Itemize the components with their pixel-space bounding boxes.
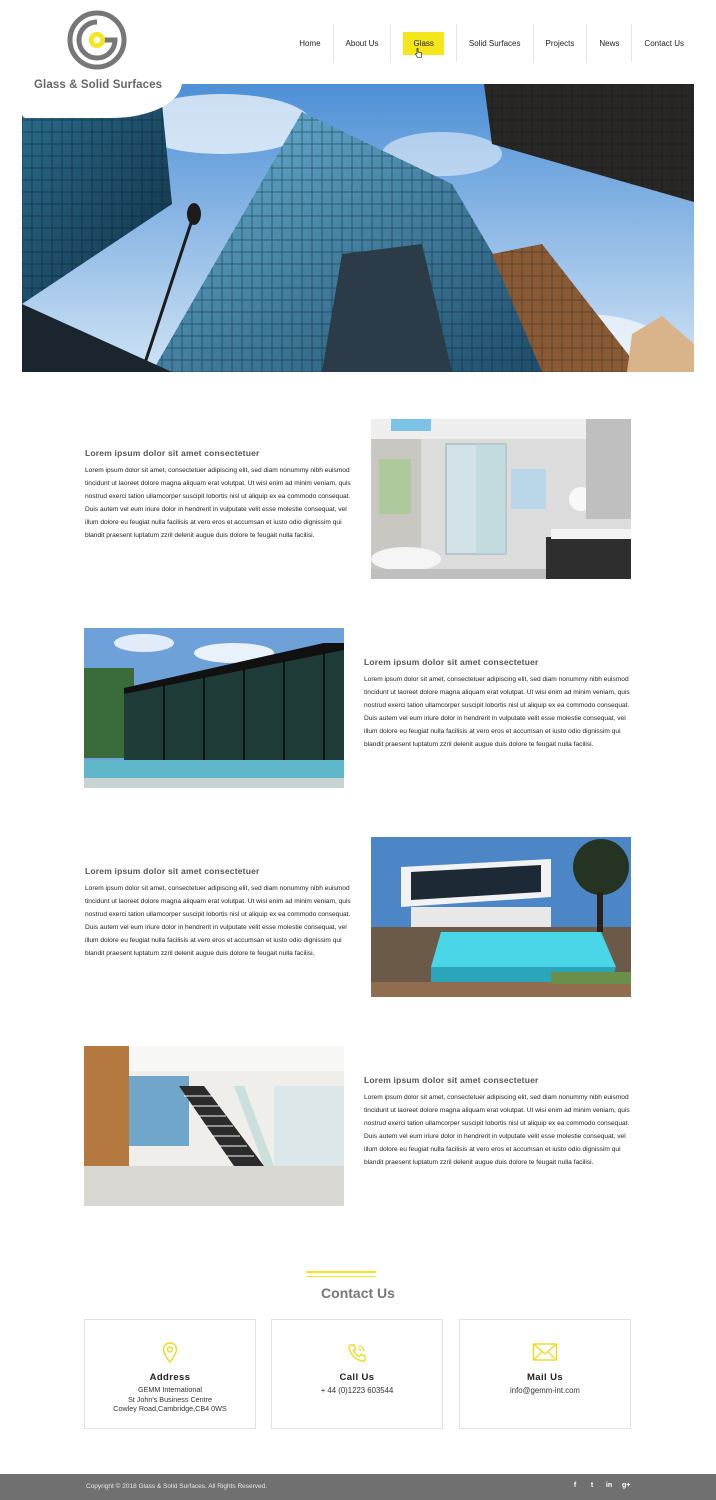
email-link[interactable]: info@gemm-int.com [510,1386,580,1395]
google-plus-icon[interactable]: g+ [622,1482,631,1489]
section-text [85,866,355,960]
section-text [85,448,355,542]
contact-divider [306,1271,376,1273]
mail-title: Mail Us [526,1372,564,1383]
nav-contact-us[interactable] [632,24,696,62]
nav-about-us[interactable] [334,24,392,62]
contact-title: Contact Us [321,1285,395,1301]
linkedin-icon[interactable]: in [605,1482,613,1489]
pointer-cursor-icon [415,48,423,58]
nav-glass[interactable] [391,24,456,62]
facebook-icon[interactable]: f [573,1482,577,1489]
address-card [84,1319,256,1429]
map-pin-icon [162,1342,178,1364]
skyscrapers-illustration [22,84,694,372]
call-title: Call Us [339,1372,375,1383]
address-line: Cowley Road,Cambridge,CB4 0WS [113,1404,227,1413]
nav-label: Projects [545,38,575,48]
hero-banner-image [22,84,694,372]
logo[interactable] [22,0,182,118]
content-section-1 [0,419,716,581]
section-body: Lorem ipsum dolor sit amet, consectetuer adipiscing elit, sed diam nonummy nibh euismod tincidunt ut laoreet dolore magna aliquam erat volutpat. Ut wisi enim ad minim veniam, quis nostrud exerci tation ullamcorper suscipit lobortis nisl ut aliquip ex ea commodo consequat. Duis autem vel eum iriure dolor in hendrerit in vulputate velit esse molestie consequat, vel illum dolore eu feugiat nulla facilisis at vero eros et accumsan et iusto odio dignissim qui blandit praesent luptatum zzril delenit augue duis dolore te feugait nulla facilisi. [85,885,351,957]
content-section-2 [0,628,716,790]
nav-home[interactable] [287,24,333,62]
address-title: Address [149,1372,191,1383]
section-heading: Lorem ipsum dolor sit amet consectetuer [85,866,260,876]
copyright-text: Copyright © 2018 Glass & Solid Surfaces. All Rights Reserved. [86,1483,268,1490]
section-text [364,1075,634,1169]
main-nav [287,24,696,62]
social-links [571,1482,630,1489]
section-body: Lorem ipsum dolor sit amet, consectetuer adipiscing elit, sed diam nonummy nibh euismod tincidunt ut laoreet dolore magna aliquam erat volutpat. Ut wisi enim ad minim veniam, quis nostrud exerci tation ullamcorper suscipit lobortis nisl ut aliquip ex ea commodo consequat. Duis autem vel eum iriure dolor in hendrerit in vulputate velit esse molestie consequat, vel illum dolore eu feugiat nulla facilisis at vero eros et accumsan et iusto odio dignissim qui blandit praesent luptatum zzril delenit augue duis dolore te feugait nulla facilisi. [364,1094,630,1166]
site-header [0,0,716,91]
contact-divider [306,1276,376,1277]
brand-name: Glass & Solid Surfaces [34,79,163,91]
modern-villa-pool-photo [371,837,631,997]
nav-label: About Us [345,38,379,48]
content-section-3 [0,837,716,999]
glass-pool-house-photo [84,628,344,788]
nav-label: Home [299,38,321,48]
nav-solid-surfaces[interactable] [457,24,534,62]
section-heading: Lorem ipsum dolor sit amet consectetuer [364,1075,539,1085]
nav-projects[interactable] [534,24,588,62]
nav-label: Glass [403,32,443,55]
content-section-4 [0,1046,716,1208]
twitter-icon[interactable]: t [590,1482,594,1489]
section-heading: Lorem ipsum dolor sit amet consectetuer [364,657,539,667]
address-line: GEMM International [138,1385,202,1394]
nav-news[interactable] [587,24,632,62]
envelope-icon [532,1342,558,1362]
nav-label: Contact Us [644,38,684,48]
phone-icon [346,1342,368,1364]
section-body: Lorem ipsum dolor sit amet, consectetuer adipiscing elit, sed diam nonummy nibh euismod tincidunt ut laoreet dolore magna aliquam erat volutpat. Ut wisi enim ad minim veniam, quis nostrud exerci tation ullamcorper suscipit lobortis nisl ut aliquip ex ea commodo consequat. Duis autem vel eum iriure dolor in hendrerit in vulputate velit esse molestie consequat, vel illum dolore eu feugiat nulla facilisis at vero eros et accumsan et iusto odio dignissim qui blandit praesent luptatum zzril delenit augue duis dolore te feugait nulla facilisi. [364,676,630,748]
address-line: St John's Business Centre [127,1394,213,1404]
phone-number[interactable]: + 44 (0)1223 603544 [320,1386,394,1395]
nav-label: News [599,38,620,48]
address-text [85,1385,255,1414]
site-footer [0,1474,716,1500]
glass-staircase-lobby-photo [84,1046,344,1206]
nav-label: Solid Surfaces [468,38,521,48]
section-heading: Lorem ipsum dolor sit amet consectetuer [85,448,260,458]
bathroom-glass-shower-photo [371,419,631,579]
section-text [364,657,634,751]
call-card [271,1319,443,1429]
logo-mark-icon [67,10,127,70]
section-body: Lorem ipsum dolor sit amet, consectetuer adipiscing elit, sed diam nonummy nibh euismod tincidunt ut laoreet dolore magna aliquam erat volutpat. Ut wisi enim ad minim veniam, quis nostrud exerci tation ullamcorper suscipit lobortis nisl ut aliquip ex ea commodo consequat. Duis autem vel eum iriure dolor in hendrerit in vulputate velit esse molestie consequat, vel illum dolore eu feugiat nulla facilisis at vero eros et accumsan et iusto odio dignissim qui blandit praesent luptatum zzril delenit augue duis dolore te feugait nulla facilisi. [85,467,351,539]
mail-card [459,1319,631,1429]
